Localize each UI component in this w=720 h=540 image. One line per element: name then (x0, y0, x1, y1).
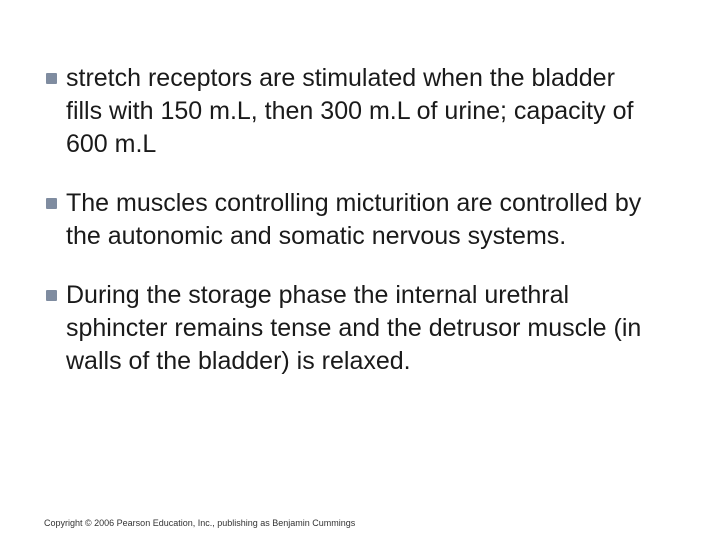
bullet-item-storage-phase (46, 279, 646, 378)
square-bullet-icon (46, 198, 57, 209)
copyright-notice: Copyright © 2006 Pearson Education, Inc., publishing as Benjamin Cummings (44, 518, 356, 528)
bullet-list (46, 62, 646, 404)
bullet-item-muscles (46, 187, 646, 253)
bullet-text: During the storage phase the internal urethral sphincter remains tense and the detrusor muscle (in walls of the bladder) is relaxed. (66, 281, 642, 375)
square-bullet-icon (46, 73, 57, 84)
bullet-item-stretch-receptors (46, 62, 646, 161)
bullet-text: The muscles controlling micturition are controlled by the autonomic and somatic nervous systems. (66, 189, 642, 250)
square-bullet-icon (46, 290, 57, 301)
bullet-text: stretch receptors are stimulated when the bladder fills with 150 m.L, then 300 m.L of urine; capacity of 600 m.L (66, 64, 634, 158)
